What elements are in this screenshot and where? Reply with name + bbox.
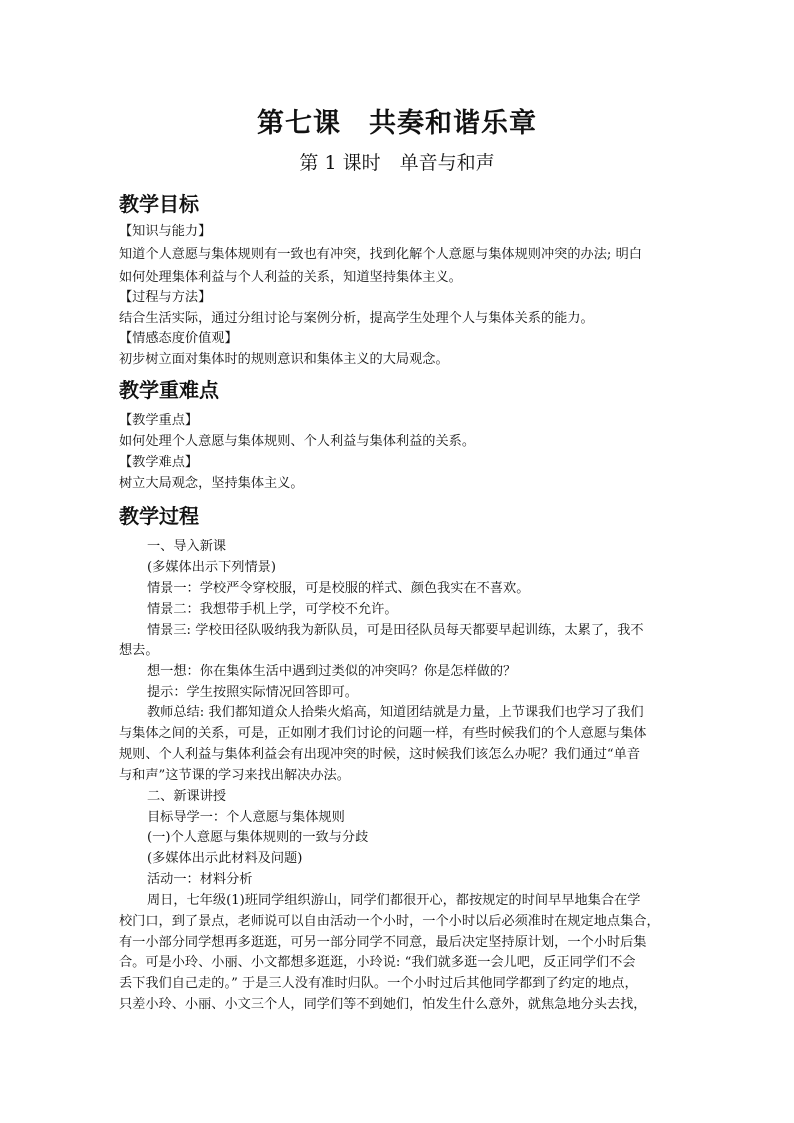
- process-line: (一)个人意愿与集体规则的一致与分歧: [147, 830, 369, 845]
- page-title: 第七课 共奏和谐乐章: [257, 108, 537, 139]
- emotion-label: 【情感态度价值观】: [119, 331, 238, 346]
- process-line: 丢下我们自己走的。” 于是三人没有准时归队。一个小时过后其他同学都到了约定的地点，: [119, 976, 638, 991]
- section-heading-process: 教学过程: [119, 504, 199, 528]
- process-line: 只差小玲、小丽、小文三个人，同学们等不到她们，怕发生什么意外，就焦急地分头去找，: [119, 997, 647, 1012]
- focus-label: 【教学重点】: [119, 413, 199, 428]
- process-line: 规则、个人利益与集体利益会有出现冲突的时候，这时候我们该怎么办呢？我们通过“单音: [119, 747, 641, 762]
- knowledge-text-line: 知道个人意愿与集体规则有一致也有冲突，找到化解个人意愿与集体规则冲突的办法; 明白: [119, 247, 642, 262]
- process-line: 活动一：材料分析: [147, 872, 253, 887]
- process-line: 有一小部分同学想再多逛逛，可另一部分同学不同意，最后决定坚持原计划，一个小时后集: [119, 935, 647, 950]
- process-line: 二、新课讲授: [147, 789, 227, 804]
- process-line: 提示：学生按照实际情况回答即可。: [147, 685, 358, 700]
- process-method-text: 结合生活实际，通过分组讨论与案例分析，提高学生处理个人与集体关系的能力。: [119, 311, 594, 326]
- process-line: 与集体之间的关系，可是，正如刚才我们讨论的问题一样，有些时候我们的个人意愿与集体: [119, 726, 647, 741]
- process-line: 情景一：学校严令穿校服，可是校服的样式、颜色我实在不喜欢。: [147, 581, 530, 596]
- knowledge-text-line: 如何处理集体利益与个人利益的关系，知道坚持集体主义。: [119, 270, 462, 285]
- process-line: 目标导学一：个人意愿与集体规则: [147, 810, 345, 825]
- process-line: 想去。: [119, 643, 159, 658]
- process-line: 教师总结: 我们都知道众人拾柴火焰高，知道团结就是力量，上节课我们也学习了我们: [147, 705, 644, 720]
- section-heading-keypoints: 教学重难点: [119, 378, 219, 402]
- process-line: 校门口，到了景点，老师说可以自由活动一个小时，一个小时以后必须准时在规定地点集合，: [119, 914, 660, 929]
- process-line: (多媒体出示此材料及问题): [147, 851, 303, 866]
- section-heading-goals: 教学目标: [119, 192, 199, 216]
- process-line: 周日，七年级(1)班同学组织游山，同学们都很开心，都按规定的时间早早地集合在学: [147, 893, 641, 908]
- process-method-label: 【过程与方法】: [119, 290, 212, 305]
- difficulty-label: 【教学难点】: [119, 455, 199, 470]
- knowledge-label: 【知识与能力】: [119, 224, 212, 239]
- difficulty-text: 树立大局观念，坚持集体主义。: [119, 476, 304, 491]
- emotion-text: 初步树立面对集体时的规则意识和集体主义的大局观念。: [119, 352, 449, 367]
- process-line: 与和声”这节课的学习来找出解决办法。: [119, 768, 350, 783]
- process-line: 情景二：我想带手机上学，可学校不允许。: [147, 602, 398, 617]
- page-subtitle: 第 1 课时 单音与和声: [299, 152, 495, 174]
- process-line: 合。可是小玲、小丽、小文都想多逛逛，小玲说: “我们就多逛一会儿吧，反正同学们不会: [119, 955, 636, 970]
- process-line: (多媒体出示下列情景): [147, 560, 276, 575]
- process-line: 一、导入新课: [147, 539, 227, 554]
- process-line: 想一想：你在集体生活中遇到过类似的冲突吗？你是怎样做的？: [147, 664, 517, 679]
- process-line: 情景三: 学校田径队吸纳我为新队员，可是田径队员每天都要早起训练，太累了，我不: [147, 623, 644, 638]
- focus-text: 如何处理个人意愿与集体规则、个人利益与集体利益的关系。: [119, 434, 476, 449]
